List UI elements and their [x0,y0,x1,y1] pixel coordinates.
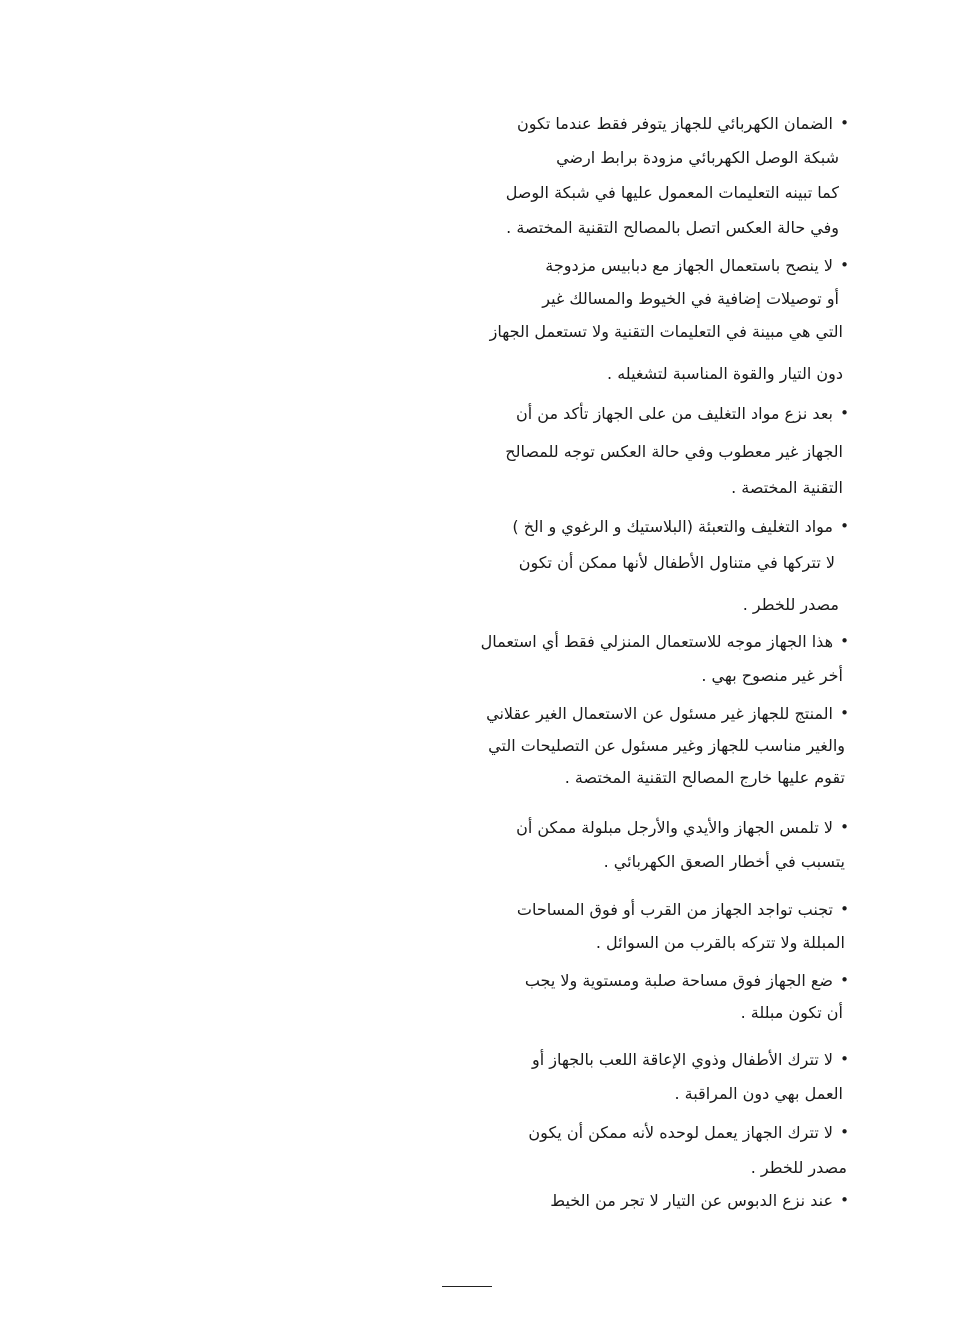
item-line: المبللة ولا تتركه بالقرب من السوائل . [595,933,845,952]
item-line: المنتج للجهاز غير مسئول عن الاستعمال الغير عقلاني [486,704,833,723]
item-line: لا تلمس الجهاز والأيدي والأرجل مبلولة ممكن أن [516,818,833,837]
item-line: والغير مناسب للجهاز وغير مسئول عن التصليحات التي [488,736,845,755]
item-line: التقنية المختصة . [731,478,843,497]
item-line: شبكة الوصل الكهربائي مزودة برابط ارضي [556,148,839,167]
item-line: لا تتركها في متناول الأطفال لأنها ممكن أن تكون [518,553,835,572]
item-line: عند نزع الدبوس عن التيار لا تجر من الخيط [550,1191,833,1210]
bullet-icon: • [840,256,849,274]
bullet-icon: • [840,1191,849,1209]
item-line: تجنب تواجد الجهاز من القرب أو فوق المساحات [516,900,833,919]
item-line: كما تبينه التعليمات المعمول عليها في شبكة الوصل [505,183,839,202]
bullet-icon: • [840,971,849,989]
item-line: لا تترك الجهاز يعمل لوحده لأنه ممكن أن يكون [528,1123,833,1142]
item-line: التي هي مبينة في التعليمات التقنية ولا تستعمل الجهاز [489,322,843,341]
item-line: مواد التغليف والتعبئة (البلاستيك و الرغوي و الخ ) [512,517,833,536]
bullet-icon: • [840,1050,849,1068]
item-line: أخر غير منصوح بهي . [701,666,843,685]
bullet-icon: • [840,900,849,918]
bullet-icon: • [840,704,849,722]
bullet-icon: • [840,517,849,535]
item-line: دون التيار والقوة المناسبة لتشغيله . [607,364,843,383]
bullet-icon: • [840,114,849,132]
item-line: مصدر للخطر . [750,1158,847,1177]
item-line: لا تترك الأطفال وذوي الإعاقة اللعب بالجهاز أو [532,1050,833,1069]
item-line: لا ينصح باستعمال الجهاز مع دبابيس مزدوجة [545,256,833,275]
item-line: هذا الجهاز موجه للاستعمال المنزلي فقط أي استعمال [480,632,833,651]
item-line: الجهاز غير معطوب وفي حالة العكس توجه للمصالح [505,442,843,461]
item-line: ضع الجهاز فوق مساحة صلبة ومستوية ولا يجب [524,971,833,990]
item-line: أن تكون مبللة . [740,1003,843,1022]
item-line: بعد نزع مواد التغليف من على الجهاز تأكد من أن [516,404,833,423]
item-line: مصدر للخطر . [742,595,839,614]
bullet-icon: • [840,632,849,650]
item-line: أو توصيلات إضافية في الخيوط والمسالك غير [542,289,839,308]
bullet-icon: • [840,818,849,836]
footer-rule [442,1286,492,1287]
item-line: العمل بهي دون المراقبة . [674,1084,843,1103]
item-line: الضمان الكهربائي للجهاز يتوفر فقط عندما تكون [516,114,833,133]
bullet-icon: • [840,1123,849,1141]
item-line: وفي حالة العكس اتصل بالمصالح التقنية المختصة . [506,218,839,237]
item-line: يتسبب في أخطار الصعق الكهربائي . [603,852,845,871]
bullet-icon: • [840,404,849,422]
item-line: تقوم عليها خارج المصالح التقنية المختصة . [564,768,845,787]
